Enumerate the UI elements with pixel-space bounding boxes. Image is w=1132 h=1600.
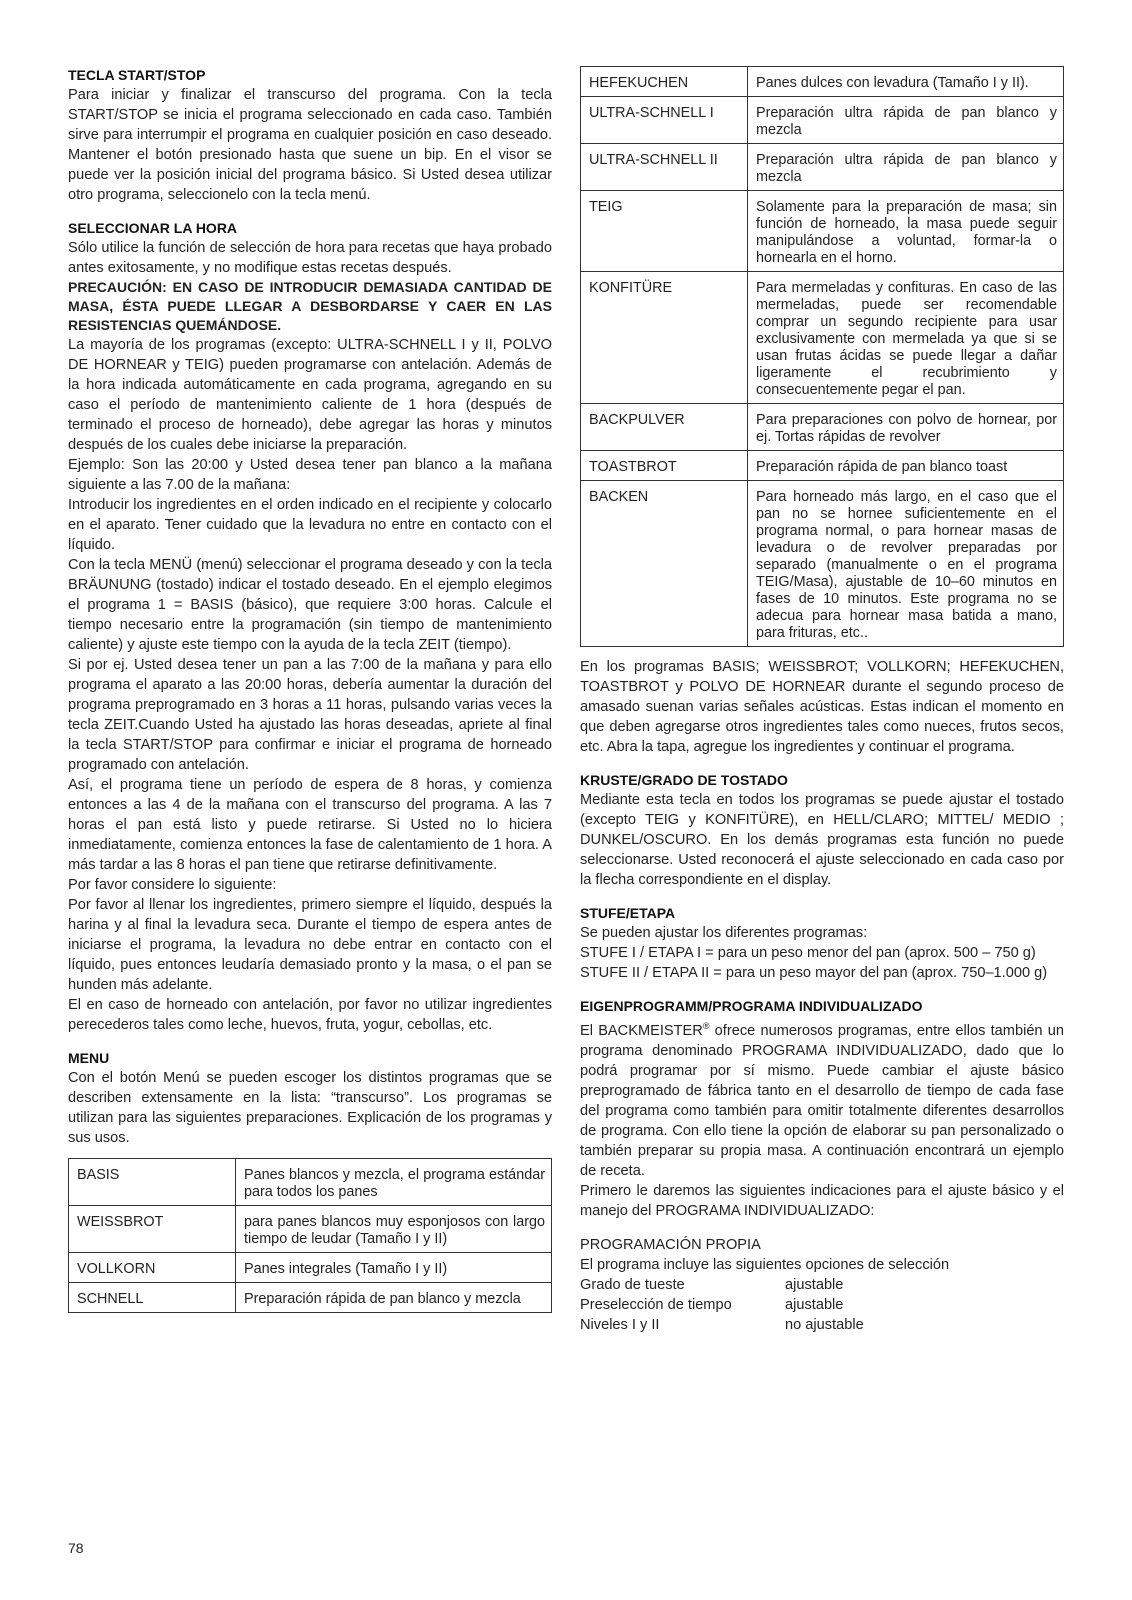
section-title-start-stop: TECLA START/STOP	[68, 67, 206, 83]
option-value: no ajustable	[785, 1316, 864, 1333]
section-title-kruste: KRUSTE/GRADO DE TOSTADO	[580, 772, 788, 788]
program-description: Panes integrales (Tamaño I y II)	[236, 1253, 552, 1283]
paragraph	[580, 1016, 1064, 1181]
paragraph: El en caso de horneado con antelación, por favor no utilizar ingredientes perecederos tales como leche, huevos, fruta, yogur, cebollas, etc.	[68, 997, 552, 1033]
paragraph: El programa incluye las siguientes opciones de selección	[580, 1256, 950, 1273]
paragraph: En los programas BASIS; WEISSBROT; VOLLKORN; HEFEKUCHEN, TOASTBROT y POLVO DE HORNEAR durante el segundo proceso de amasado suenan varias señales acústicas. Estas indican el momento en que deben agregarse otros ingredientes tales como nueces, frutos secos, etc. Abra la tapa, agregue los ingredientes y continuar el programa.	[580, 659, 1064, 755]
program-name: TEIG	[581, 191, 748, 272]
right-column	[580, 66, 1064, 1335]
program-description: Panes blancos y mezcla, el programa estándar para todos los panes	[236, 1159, 552, 1206]
program-name: HEFEKUCHEN	[581, 67, 748, 97]
table-row	[581, 404, 1064, 451]
table-row	[581, 481, 1064, 647]
program-description: Panes dulces con levadura (Tamaño I y II).	[748, 67, 1064, 97]
program-table-right	[580, 66, 1064, 647]
program-name: BACKEN	[581, 481, 748, 647]
table-row	[69, 1159, 552, 1206]
option-row	[580, 1315, 1064, 1335]
text-span: ofrece numerosos programas, entre ellos también un programa denominado PROGRAMA INDIVIDUALIZADO, dado que lo podrá programar por sí mismo. Puede cambiar el ajuste básico preprogramado de fábrica tanto en el desarrollo de tiempo de cada fase del programa como también para omitir totalmente diferentes desarrollos de programa. Con ello tiene la opción de elaborar su pan personalizado o también preparar su propia masa. A continuación encontrará un ejemplo de receta.	[580, 1022, 1065, 1179]
program-description: Preparación rápida de pan blanco y mezcla	[236, 1283, 552, 1313]
table-row	[581, 191, 1064, 272]
option-row	[580, 1275, 1064, 1295]
program-description: para panes blancos muy esponjosos con largo tiempo de leudar (Tamaño I y II)	[236, 1206, 552, 1253]
program-name: SCHNELL	[69, 1283, 236, 1313]
paragraph: Por favor al llenar los ingredientes, primero siempre el líquido, después la harina y al final la levadura seca. Durante el tiempo de espera antes de iniciarse el programa, la levadura no debe entrar en contacto con el líquido, pues entonces leudaría demasiado pronto y la masa, o el pan se hunden más adelante.	[68, 897, 552, 993]
paragraph: STUFE II / ETAPA II = para un peso mayor del pan (aprox. 750–1.000 g)	[580, 965, 1048, 981]
table-row	[69, 1253, 552, 1283]
paragraph: Así, el programa tiene un período de espera de 8 horas, y comienza entonces a las 4 de la mañana con el transcurso del programa. A las 7 horas el pan está listo y puede retirarse. Si Usted no lo hiciera inmediatamente, comienza entonces la fase de calentamiento de 1 hora. A más tardar a las 8 horas el pan tiene que retirarse definitivamente.	[68, 777, 552, 873]
program-description: Preparación ultra rápida de pan blanco y mezcla	[748, 97, 1064, 144]
warning-text: PRECAUCIÓN: EN CASO DE INTRODUCIR DEMASIADA CANTIDAD DE MASA, ÉSTA PUEDE LLEGAR A DESBORDARSE Y CAER EN LAS RESISTENCIAS QUEMÁNDOSE.	[68, 279, 552, 333]
paragraph: Se pueden ajustar los diferentes programas:	[580, 925, 868, 941]
paragraph: Con la tecla MENÜ (menú) seleccionar el programa deseado y con la tecla BRÄUNUNG (tostado) indicar el tostado deseado. En el ejemplo elegimos el programa 1 = BASIS (básico), que requiere 3:00 horas. Calcule el tiempo necesario entre la programación (sin tiempo de mantenimiento caliente) y ajuste este tiempo con la ayuda de la tecla ZEIT (tiempo).	[68, 557, 552, 653]
section-title-eigenprogramm: EIGENPROGRAMM/PROGRAMA INDIVIDUALIZADO	[580, 998, 923, 1014]
paragraph: STUFE I / ETAPA I = para un peso menor del pan (aprox. 500 – 750 g)	[580, 945, 1036, 961]
program-name: KONFITÜRE	[581, 272, 748, 404]
table-row	[581, 272, 1064, 404]
paragraph: Con el botón Menú se pueden escoger los distintos programas que se describen extensamente en la lista: “transcurso”. Los programas se utilizan para las siguientes preparaciones. Explicación de los programas y sus usos.	[68, 1070, 552, 1146]
option-value: ajustable	[785, 1296, 844, 1313]
program-name: BASIS	[69, 1159, 236, 1206]
table-row	[581, 97, 1064, 144]
program-description: Preparación rápida de pan blanco toast	[748, 451, 1064, 481]
table-row	[69, 1283, 552, 1313]
paragraph: Introducir los ingredientes en el orden indicado en el recipiente y colocarlo en el aparato. Tener cuidado que la levadura no entre en contacto con el líquido.	[68, 497, 552, 553]
section-title-menu: MENU	[68, 1050, 110, 1066]
left-column	[68, 66, 552, 1313]
program-description: Preparación ultra rápida de pan blanco y mezcla	[748, 144, 1064, 191]
option-label: Grado de tueste	[580, 1276, 685, 1293]
program-table-left	[68, 1158, 552, 1313]
paragraph: La mayoría de los programas (excepto: ULTRA-SCHNELL I y II, POLVO DE HORNEAR y TEIG) pueden programarse con antelación. Además de la hora indicada automáticamente en cada programa, agregando en su caso el período de mantenimiento caliente de 1 hora (después de terminado el proceso de horneado), debe agregar las horas y minutos después de los cuales debe iniciarse la preparación.	[68, 337, 552, 453]
program-name: ULTRA-SCHNELL II	[581, 144, 748, 191]
section-title-hora: SELECCIONAR LA HORA	[68, 220, 238, 236]
program-description: Para horneado más largo, en el caso que el pan no se hornee suficientemente en el programa normal, o para hornear masas de levadura o de revolver preparadas por separado (manualmente o en el programa TEIG/Masa), ajustable de 10–60 minutos en fases de 10 minutos. Este programa no se adecua para hornear masa batida a mano, para frituras, etc..	[748, 481, 1064, 647]
paragraph: Ejemplo: Son las 20:00 y Usted desea tener pan blanco a la mañana siguiente a las 7.00 de la mañana:	[68, 457, 552, 493]
page-number: 78	[68, 1540, 84, 1556]
section-title-stufe: STUFE/ETAPA	[580, 905, 676, 921]
program-description: Para preparaciones con polvo de hornear, por ej. Tortas rápidas de revolver	[748, 404, 1064, 451]
option-value: ajustable	[785, 1276, 844, 1293]
registered-mark: ®	[702, 1021, 710, 1031]
program-name: BACKPULVER	[581, 404, 748, 451]
text-span: El BACKMEISTER	[580, 1022, 703, 1039]
paragraph: Si por ej. Usted desea tener un pan a las 7:00 de la mañana y para ello programa el aparato a las 20:00 horas, debería aumentar la duración del programa preprogramado en 3 horas a 11 horas, pulsando varias veces la tecla ZEIT.Cuando Usted ha ajustado las horas deseadas, apriete al final la tecla START/STOP para confirmar e iniciar el programa de horneado programado con antelación.	[68, 657, 552, 773]
table-row	[69, 1206, 552, 1253]
program-description: Solamente para la preparación de masa; sin función de horneado, la masa puede seguir manipulándose a voluntad, formar-la o hornearla en el horno.	[748, 191, 1064, 272]
option-label: Preselección de tiempo	[580, 1296, 732, 1313]
program-name: TOASTBROT	[581, 451, 748, 481]
paragraph: Sólo utilice la función de selección de hora para recetas que haya probado antes exitosamente, y no modifique estas recetas después.	[68, 240, 552, 276]
paragraph: Para iniciar y finalizar el transcurso del programa. Con la tecla START/STOP se inicia el programa seleccionado en cada caso. También sirve para interrumpir el programa en cualquier posición en caso deseado. Mantener el botón presionado hasta que suene un bip. En el visor se puede ver la posición inicial del programa básico. Si Usted desea utilizar otro programa, seleccionelo con la tecla menú.	[68, 87, 552, 203]
table-row	[581, 67, 1064, 97]
table-row	[581, 451, 1064, 481]
paragraph: Primero le daremos las siguientes indicaciones para el ajuste básico y el manejo del PROGRAMA INDIVIDUALIZADO:	[580, 1182, 1064, 1219]
option-row	[580, 1295, 1064, 1315]
paragraph: Mediante esta tecla en todos los programas se puede ajustar el tostado (excepto TEIG y KONFITÜRE), en HELL/CLARO; MITTEL/ MEDIO ; DUNKEL/OSCURO. En los demás programas esta función no puede seleccionarse. Usted reconocerá el ajuste seleccionado en cada caso por la flecha correspondiente en el display.	[580, 792, 1064, 888]
subheading-programacion: PROGRAMACIÓN PROPIA	[580, 1236, 761, 1253]
table-row	[581, 144, 1064, 191]
program-name: ULTRA-SCHNELL I	[581, 97, 748, 144]
program-name: VOLLKORN	[69, 1253, 236, 1283]
paragraph: Por favor considere lo siguiente:	[68, 877, 277, 893]
program-name: WEISSBROT	[69, 1206, 236, 1253]
program-description: Para mermeladas y confituras. En caso de las mermeladas, puede ser recomendable comprar un segundo recipiente para usar exclusivamente con mermelada ya que si se usan frutas ácidas se puede llegar a dañar ligeramente el recubrimiento y consecuentemente pegar el pan.	[748, 272, 1064, 404]
option-label: Niveles I y II	[580, 1316, 660, 1333]
